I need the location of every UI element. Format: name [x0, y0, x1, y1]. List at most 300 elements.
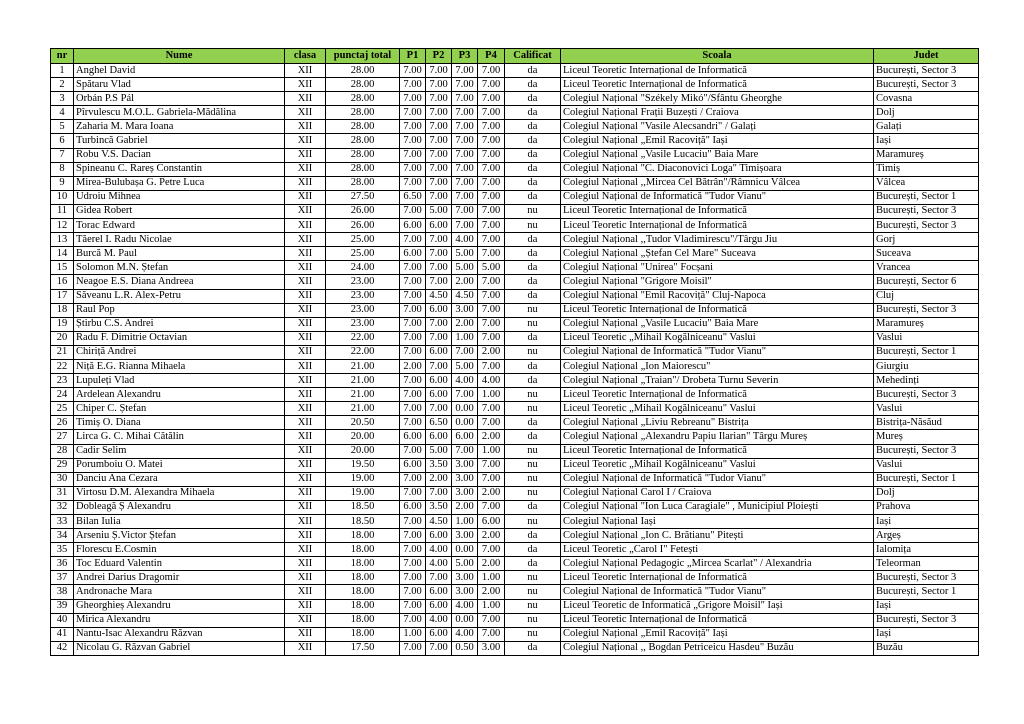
cell-scoala: Colegiul Național de Informatică "Tudor Vianu"	[561, 472, 874, 486]
cell-clasa: XII	[285, 388, 326, 402]
cell-judet: Teleorman	[874, 557, 979, 571]
cell-calificat: nu	[505, 486, 561, 500]
cell-p4: 6.00	[478, 515, 505, 529]
cell-p1: 7.00	[400, 529, 426, 543]
cell-calificat: da	[505, 543, 561, 557]
table-row	[51, 458, 979, 472]
cell-p4: 2.00	[478, 430, 505, 444]
header-p4: P4	[478, 49, 505, 64]
cell-judet: Cluj	[874, 289, 979, 303]
table-row	[51, 92, 979, 106]
header-nr: nr	[51, 49, 74, 64]
cell-calificat: da	[505, 359, 561, 373]
cell-nume: Spătaru Vlad	[74, 78, 285, 92]
cell-scoala: Liceul Teoretic „Mihail Kogălniceanu" Vaslui	[561, 458, 874, 472]
table-row	[51, 289, 979, 303]
cell-clasa: XII	[285, 247, 326, 261]
cell-nr: 17	[51, 289, 74, 303]
cell-punctaj-total: 18.00	[326, 571, 400, 585]
cell-p2: 7.00	[426, 402, 452, 416]
cell-p4: 7.00	[478, 627, 505, 641]
cell-punctaj-total: 23.00	[326, 275, 400, 289]
cell-p2: 4.50	[426, 515, 452, 529]
cell-p2: 7.00	[426, 78, 452, 92]
cell-p4: 7.00	[478, 416, 505, 430]
cell-p1: 7.00	[400, 261, 426, 275]
cell-nr: 34	[51, 529, 74, 543]
cell-p4: 4.00	[478, 374, 505, 388]
cell-nume: Chiriță Andrei	[74, 345, 285, 359]
table-row	[51, 571, 979, 585]
table-row	[51, 190, 979, 204]
cell-p3: 1.00	[452, 331, 478, 345]
cell-clasa: XII	[285, 106, 326, 120]
header-judet: Judet	[874, 49, 979, 64]
cell-clasa: XII	[285, 529, 326, 543]
cell-nr: 36	[51, 557, 74, 571]
cell-p3: 6.00	[452, 430, 478, 444]
cell-scoala: Colegiul Național „Ștefan Cel Mare" Suceava	[561, 247, 874, 261]
cell-scoala: Liceul Teoretic Internațional de Informatică	[561, 219, 874, 233]
cell-judet: Vaslui	[874, 331, 979, 345]
cell-judet: Iași	[874, 627, 979, 641]
cell-punctaj-total: 24.00	[326, 261, 400, 275]
table-row	[51, 430, 979, 444]
cell-clasa: XII	[285, 120, 326, 134]
cell-nume: Lirca G. C. Mihai Cătălin	[74, 430, 285, 444]
cell-scoala: Colegiul Național "Ion Luca Caragiale" , Municipiul Ploiești	[561, 500, 874, 514]
cell-p1: 7.00	[400, 303, 426, 317]
cell-scoala: Colegiul Național „Ion C. Brătianu" Pitești	[561, 529, 874, 543]
header-calificat: Calificat	[505, 49, 561, 64]
cell-calificat: da	[505, 430, 561, 444]
cell-p2: 7.00	[426, 641, 452, 655]
cell-p4: 7.00	[478, 500, 505, 514]
cell-calificat: nu	[505, 444, 561, 458]
cell-scoala: Colegiul Național Frații Buzești / Craiova	[561, 106, 874, 120]
cell-calificat: da	[505, 106, 561, 120]
cell-judet: Gorj	[874, 233, 979, 247]
cell-judet: Maramureș	[874, 317, 979, 331]
cell-scoala: Colegiul Național de Informatică "Tudor Vianu"	[561, 345, 874, 359]
cell-scoala: Liceul Teoretic de Informatică „Grigore Moisil" Iași	[561, 599, 874, 613]
cell-scoala: Liceul Teoretic Internațional de Informatică	[561, 64, 874, 78]
cell-nume: Anghel David	[74, 64, 285, 78]
cell-judet: București, Sector 1	[874, 345, 979, 359]
cell-clasa: XII	[285, 458, 326, 472]
cell-scoala: Colegiul Național „Alexandru Papiu Ilarian" Târgu Mureș	[561, 430, 874, 444]
cell-scoala: Colegiul Național "Grigore Moisil"	[561, 275, 874, 289]
cell-nr: 12	[51, 219, 74, 233]
cell-p2: 6.00	[426, 627, 452, 641]
cell-nume: Toc Eduard Valentin	[74, 557, 285, 571]
cell-calificat: da	[505, 641, 561, 655]
cell-p4: 7.00	[478, 317, 505, 331]
cell-p1: 7.00	[400, 585, 426, 599]
cell-p1: 7.00	[400, 162, 426, 176]
cell-calificat: nu	[505, 571, 561, 585]
cell-nr: 23	[51, 374, 74, 388]
cell-calificat: da	[505, 261, 561, 275]
cell-nume: Niță E.G. Rianna Mihaela	[74, 359, 285, 373]
cell-judet: Bistrița-Năsăud	[874, 416, 979, 430]
cell-clasa: XII	[285, 444, 326, 458]
cell-judet: Argeș	[874, 529, 979, 543]
table-row	[51, 486, 979, 500]
cell-p2: 7.00	[426, 120, 452, 134]
cell-p3: 2.00	[452, 275, 478, 289]
table-row	[51, 317, 979, 331]
cell-p4: 7.00	[478, 106, 505, 120]
cell-p3: 7.00	[452, 78, 478, 92]
cell-p4: 7.00	[478, 613, 505, 627]
cell-nr: 41	[51, 627, 74, 641]
cell-nr: 1	[51, 64, 74, 78]
cell-p4: 7.00	[478, 359, 505, 373]
results-table	[50, 48, 979, 656]
cell-clasa: XII	[285, 162, 326, 176]
cell-p2: 7.00	[426, 247, 452, 261]
cell-calificat: da	[505, 289, 561, 303]
cell-scoala: Colegiul Național "Vasile Alecsandri" / Galați	[561, 120, 874, 134]
cell-judet: București, Sector 3	[874, 303, 979, 317]
cell-punctaj-total: 23.00	[326, 289, 400, 303]
cell-nume: Arseniu Ș.Victor Ștefan	[74, 529, 285, 543]
cell-p1: 7.00	[400, 613, 426, 627]
cell-p1: 7.00	[400, 331, 426, 345]
cell-nume: Torac Edward	[74, 219, 285, 233]
cell-p2: 6.00	[426, 374, 452, 388]
table-row	[51, 402, 979, 416]
cell-judet: Dolj	[874, 486, 979, 500]
cell-judet: Iași	[874, 599, 979, 613]
cell-punctaj-total: 18.00	[326, 529, 400, 543]
cell-punctaj-total: 28.00	[326, 120, 400, 134]
cell-p1: 6.50	[400, 190, 426, 204]
cell-punctaj-total: 21.00	[326, 359, 400, 373]
cell-nume: Timiș O. Diana	[74, 416, 285, 430]
cell-p1: 7.00	[400, 120, 426, 134]
cell-nume: Dobleagă Ș Alexandru	[74, 500, 285, 514]
cell-judet: București, Sector 3	[874, 613, 979, 627]
cell-p1: 7.00	[400, 92, 426, 106]
cell-p3: 2.00	[452, 317, 478, 331]
cell-p1: 7.00	[400, 148, 426, 162]
cell-scoala: Colegiul Național de Informatică "Tudor Vianu"	[561, 190, 874, 204]
cell-punctaj-total: 20.00	[326, 430, 400, 444]
cell-punctaj-total: 19.00	[326, 472, 400, 486]
cell-punctaj-total: 28.00	[326, 134, 400, 148]
cell-clasa: XII	[285, 585, 326, 599]
cell-scoala: Colegiul Național Pedagogic „Mircea Scarlat" / Alexandria	[561, 557, 874, 571]
cell-judet: București, Sector 3	[874, 204, 979, 218]
cell-p4: 2.00	[478, 529, 505, 543]
cell-clasa: XII	[285, 78, 326, 92]
cell-p3: 7.00	[452, 106, 478, 120]
cell-calificat: da	[505, 78, 561, 92]
table-row	[51, 261, 979, 275]
table-row	[51, 627, 979, 641]
cell-calificat: nu	[505, 472, 561, 486]
table-row	[51, 176, 979, 190]
cell-clasa: XII	[285, 472, 326, 486]
cell-nr: 3	[51, 92, 74, 106]
cell-p3: 7.00	[452, 162, 478, 176]
cell-p1: 7.00	[400, 106, 426, 120]
cell-nume: Turbincă Gabriel	[74, 134, 285, 148]
cell-judet: Covasna	[874, 92, 979, 106]
cell-nume: Solomon M.N. Ștefan	[74, 261, 285, 275]
cell-clasa: XII	[285, 148, 326, 162]
cell-nr: 27	[51, 430, 74, 444]
cell-p2: 7.00	[426, 486, 452, 500]
table-row	[51, 106, 979, 120]
cell-nr: 33	[51, 515, 74, 529]
cell-p2: 7.00	[426, 275, 452, 289]
cell-p4: 7.00	[478, 204, 505, 218]
cell-calificat: da	[505, 190, 561, 204]
cell-judet: Buzău	[874, 641, 979, 655]
cell-punctaj-total: 27.50	[326, 190, 400, 204]
cell-p4: 7.00	[478, 402, 505, 416]
cell-punctaj-total: 18.00	[326, 627, 400, 641]
cell-punctaj-total: 18.00	[326, 543, 400, 557]
cell-p2: 7.00	[426, 571, 452, 585]
cell-p1: 7.00	[400, 557, 426, 571]
cell-nume: Burcă M. Paul	[74, 247, 285, 261]
cell-nume: Gidea Robert	[74, 204, 285, 218]
cell-p4: 7.00	[478, 162, 505, 176]
cell-calificat: nu	[505, 599, 561, 613]
cell-clasa: XII	[285, 261, 326, 275]
cell-nume: Mirea-Bulubașa G. Petre Luca	[74, 176, 285, 190]
cell-p3: 7.00	[452, 444, 478, 458]
cell-calificat: da	[505, 176, 561, 190]
cell-judet: Vâlcea	[874, 176, 979, 190]
cell-p3: 7.00	[452, 134, 478, 148]
cell-p3: 7.00	[452, 190, 478, 204]
cell-nr: 16	[51, 275, 74, 289]
cell-punctaj-total: 18.50	[326, 515, 400, 529]
cell-p1: 7.00	[400, 134, 426, 148]
cell-nr: 13	[51, 233, 74, 247]
cell-calificat: da	[505, 275, 561, 289]
cell-nr: 31	[51, 486, 74, 500]
cell-nr: 14	[51, 247, 74, 261]
cell-nr: 30	[51, 472, 74, 486]
cell-nume: Bilan Iulia	[74, 515, 285, 529]
cell-judet: Iași	[874, 515, 979, 529]
cell-judet: București, Sector 3	[874, 388, 979, 402]
cell-punctaj-total: 28.00	[326, 92, 400, 106]
cell-punctaj-total: 19.00	[326, 486, 400, 500]
cell-judet: București, Sector 1	[874, 585, 979, 599]
cell-clasa: XII	[285, 289, 326, 303]
table-row	[51, 359, 979, 373]
cell-judet: Vaslui	[874, 458, 979, 472]
cell-scoala: Liceul Teoretic „Mihail Kogălniceanu" Vaslui	[561, 402, 874, 416]
cell-punctaj-total: 17.50	[326, 641, 400, 655]
table-row	[51, 613, 979, 627]
cell-p1: 7.00	[400, 176, 426, 190]
cell-calificat: nu	[505, 345, 561, 359]
cell-scoala: Liceul Teoretic Internațional de Informatică	[561, 204, 874, 218]
cell-nr: 29	[51, 458, 74, 472]
cell-p3: 2.00	[452, 500, 478, 514]
cell-p3: 7.00	[452, 204, 478, 218]
cell-p2: 7.00	[426, 359, 452, 373]
cell-nr: 4	[51, 106, 74, 120]
cell-p3: 5.00	[452, 359, 478, 373]
cell-p4: 5.00	[478, 261, 505, 275]
cell-p2: 4.50	[426, 289, 452, 303]
cell-nume: Porumboiu O. Matei	[74, 458, 285, 472]
cell-p4: 7.00	[478, 219, 505, 233]
cell-nr: 32	[51, 500, 74, 514]
cell-clasa: XII	[285, 641, 326, 655]
cell-nume: Raul Pop	[74, 303, 285, 317]
cell-calificat: nu	[505, 317, 561, 331]
cell-p2: 6.00	[426, 529, 452, 543]
table-row	[51, 78, 979, 92]
cell-nume: Florescu E.Cosmin	[74, 543, 285, 557]
cell-calificat: nu	[505, 402, 561, 416]
cell-clasa: XII	[285, 275, 326, 289]
cell-calificat: da	[505, 233, 561, 247]
cell-nume: Pîrvulescu M.O.L. Gabriela-Mădălina	[74, 106, 285, 120]
cell-calificat: nu	[505, 515, 561, 529]
table-row	[51, 120, 979, 134]
cell-scoala: Liceul Teoretic Internațional de Informatică	[561, 613, 874, 627]
cell-nume: Danciu Ana Cezara	[74, 472, 285, 486]
cell-p4: 7.00	[478, 92, 505, 106]
cell-p3: 3.00	[452, 486, 478, 500]
cell-p1: 7.00	[400, 345, 426, 359]
cell-nume: Mirica Alexandru	[74, 613, 285, 627]
table-row	[51, 204, 979, 218]
cell-clasa: XII	[285, 134, 326, 148]
cell-calificat: nu	[505, 219, 561, 233]
cell-p3: 7.00	[452, 176, 478, 190]
cell-p4: 7.00	[478, 78, 505, 92]
cell-clasa: XII	[285, 219, 326, 233]
cell-judet: București, Sector 3	[874, 64, 979, 78]
cell-scoala: Colegiul Național "Székely Mikó"/Sfântu Gheorghe	[561, 92, 874, 106]
cell-p3: 5.00	[452, 557, 478, 571]
cell-punctaj-total: 28.00	[326, 176, 400, 190]
cell-clasa: XII	[285, 627, 326, 641]
cell-calificat: da	[505, 162, 561, 176]
cell-p3: 5.00	[452, 247, 478, 261]
cell-scoala: Colegiul Național "C. Diaconovici Loga" Timișoara	[561, 162, 874, 176]
table-body	[51, 64, 979, 656]
table-row	[51, 472, 979, 486]
cell-calificat: da	[505, 529, 561, 543]
cell-scoala: Colegiul Național „Traian"/ Drobeta Turnu Severin	[561, 374, 874, 388]
cell-punctaj-total: 21.00	[326, 402, 400, 416]
cell-scoala: Colegiul Național „Liviu Rebreanu" Bistrița	[561, 416, 874, 430]
cell-p3: 3.00	[452, 458, 478, 472]
cell-nr: 39	[51, 599, 74, 613]
cell-p1: 7.00	[400, 571, 426, 585]
cell-calificat: da	[505, 331, 561, 345]
cell-p2: 5.00	[426, 444, 452, 458]
cell-judet: Dolj	[874, 106, 979, 120]
cell-punctaj-total: 18.00	[326, 557, 400, 571]
cell-judet: București, Sector 3	[874, 78, 979, 92]
table-row	[51, 515, 979, 529]
cell-calificat: da	[505, 247, 561, 261]
cell-p2: 6.00	[426, 430, 452, 444]
cell-nume: Neagoe E.S. Diana Andreea	[74, 275, 285, 289]
cell-p4: 7.00	[478, 233, 505, 247]
cell-p4: 1.00	[478, 599, 505, 613]
cell-p1: 7.00	[400, 275, 426, 289]
cell-p2: 7.00	[426, 317, 452, 331]
cell-p4: 7.00	[478, 148, 505, 162]
cell-scoala: Liceul Teoretic Internațional de Informatică	[561, 303, 874, 317]
cell-nume: Gheorghieș Alexandru	[74, 599, 285, 613]
cell-nr: 6	[51, 134, 74, 148]
cell-punctaj-total: 20.00	[326, 444, 400, 458]
cell-p2: 6.00	[426, 388, 452, 402]
cell-calificat: da	[505, 557, 561, 571]
table-row	[51, 444, 979, 458]
cell-judet: București, Sector 3	[874, 571, 979, 585]
table-row	[51, 247, 979, 261]
cell-p1: 6.00	[400, 458, 426, 472]
cell-nr: 18	[51, 303, 74, 317]
header-nume: Nume	[74, 49, 285, 64]
cell-clasa: XII	[285, 317, 326, 331]
cell-scoala: Colegiul Național „Emil Racoviță" Iași	[561, 134, 874, 148]
cell-nr: 19	[51, 317, 74, 331]
table-row	[51, 134, 979, 148]
table-row	[51, 557, 979, 571]
cell-p4: 7.00	[478, 247, 505, 261]
cell-nume: Robu V.S. Dacian	[74, 148, 285, 162]
cell-p3: 7.00	[452, 120, 478, 134]
cell-judet: Suceava	[874, 247, 979, 261]
cell-p4: 7.00	[478, 275, 505, 289]
table-row	[51, 331, 979, 345]
cell-judet: Prahova	[874, 500, 979, 514]
table-row	[51, 374, 979, 388]
cell-p1: 7.00	[400, 204, 426, 218]
cell-p3: 3.00	[452, 571, 478, 585]
cell-nume: Zaharia M. Mara Ioana	[74, 120, 285, 134]
header-clasa: clasa	[285, 49, 326, 64]
header-scoala: Scoala	[561, 49, 874, 64]
cell-punctaj-total: 21.00	[326, 374, 400, 388]
table-row	[51, 543, 979, 557]
cell-p4: 7.00	[478, 331, 505, 345]
cell-nume: Tăerel I. Radu Nicolae	[74, 233, 285, 247]
cell-p2: 7.00	[426, 162, 452, 176]
cell-p2: 6.00	[426, 219, 452, 233]
cell-judet: Giurgiu	[874, 359, 979, 373]
cell-p1: 6.00	[400, 500, 426, 514]
cell-p3: 3.00	[452, 472, 478, 486]
cell-clasa: XII	[285, 204, 326, 218]
cell-nume: Nantu-Isac Alexandru Răzvan	[74, 627, 285, 641]
cell-punctaj-total: 18.00	[326, 613, 400, 627]
cell-calificat: da	[505, 416, 561, 430]
cell-nume: Radu F. Dimitrie Octavian	[74, 331, 285, 345]
cell-p2: 4.00	[426, 557, 452, 571]
cell-judet: Vrancea	[874, 261, 979, 275]
cell-judet: București, Sector 1	[874, 472, 979, 486]
